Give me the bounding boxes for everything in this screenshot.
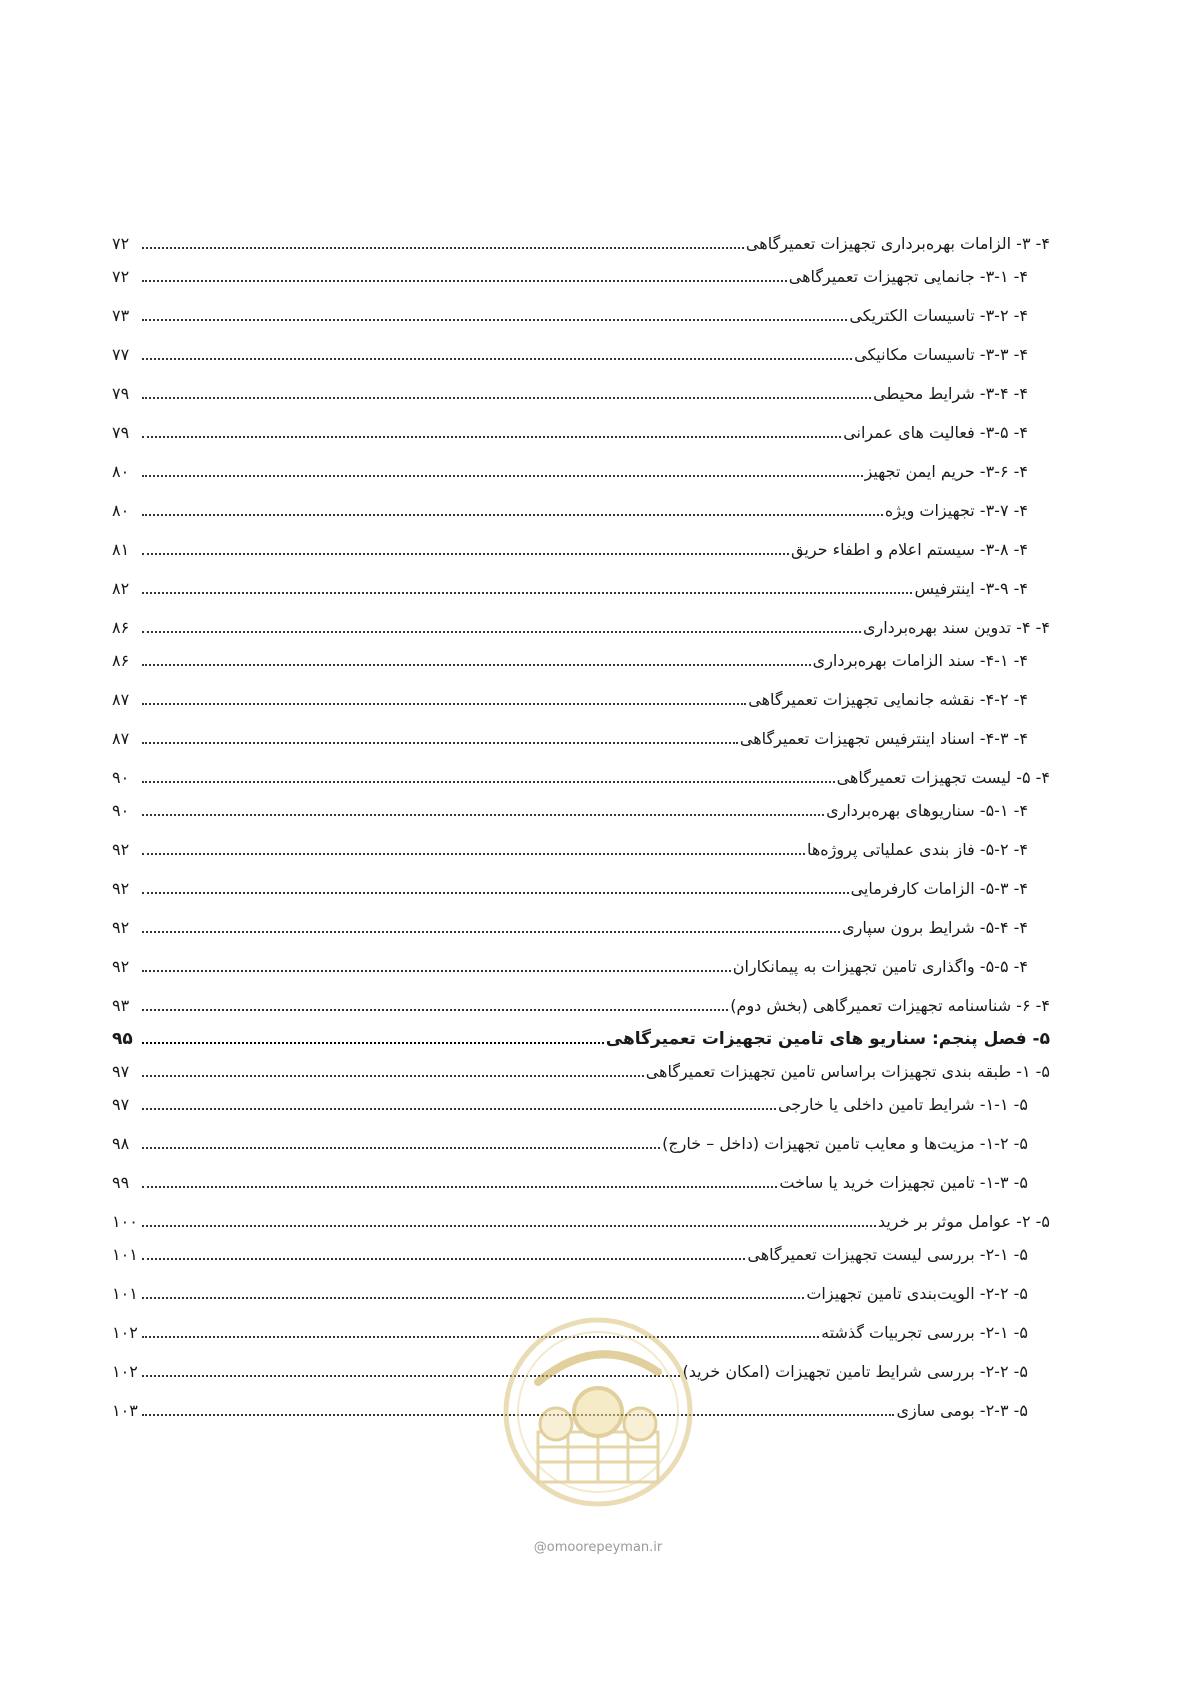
toc-entry[interactable] (112, 1130, 1050, 1158)
dot-leader (142, 969, 731, 972)
toc-entry-title: ۴- ۳-۶- حریم ایمن تجهیز (864, 462, 1028, 481)
toc-entry-title: ۴- ۳- الزامات بهره‌برداری تجهیزات تعمیرگاهی (745, 234, 1050, 253)
dot-leader (142, 474, 863, 477)
toc-entry-title: ۴- ۵-۵- واگذاری تامین تجهیزات به پیمانکاران (732, 957, 1028, 976)
toc-entry[interactable] (112, 341, 1050, 369)
dot-leader (142, 1074, 644, 1077)
dot-leader (142, 663, 811, 666)
dot-leader (142, 1257, 745, 1260)
toc-entry-page-number: ۸۲ (112, 579, 130, 598)
toc-entry-page-number: ۱۰۱ (112, 1245, 138, 1264)
toc-entry[interactable] (112, 914, 1050, 942)
toc-entry-page-number: ۹۰ (112, 801, 130, 820)
toc-entry-page-number: ۷۲ (112, 267, 130, 286)
dot-leader (142, 1146, 660, 1149)
dot-leader (142, 1335, 819, 1338)
toc-entry[interactable] (112, 1169, 1050, 1197)
toc-entry-page-number: ۱۰۱ (112, 1284, 138, 1303)
toc-entry[interactable] (112, 764, 1050, 792)
toc-entry[interactable] (112, 1091, 1050, 1119)
toc-entry[interactable] (112, 647, 1050, 675)
toc-entry-title: ۴- ۳-۱- جانمایی تجهیزات تعمیرگاهی (788, 267, 1028, 286)
dot-leader (142, 513, 883, 516)
toc-entry[interactable] (112, 1241, 1050, 1269)
toc-entry-title: ۵- ۲- عوامل موثر بر خرید (877, 1212, 1050, 1231)
toc-entry-page-number: ۷۹ (112, 384, 130, 403)
watermark-site-text (498, 1540, 698, 1555)
toc-entry-page-number: ۸۶ (112, 651, 130, 670)
dot-leader (142, 318, 847, 321)
toc-entry-page-number: ۷۳ (112, 306, 130, 325)
toc-entry-title: ۴- ۳-۳- تاسیسات مکانیکی (854, 345, 1028, 364)
toc-entry[interactable] (112, 725, 1050, 753)
toc-entry[interactable] (112, 497, 1050, 525)
toc-entry-page-number: ۹۰ (112, 768, 130, 787)
toc-entry-page-number: ۸۱ (112, 540, 130, 559)
toc-entry-title: ۵- ۲-۲- الویت‌بندی تامین تجهیزات (806, 1284, 1028, 1303)
toc-entry-page-number: ۱۰۳ (112, 1401, 138, 1420)
toc-entry-title: ۵- ۲-۳- بومی سازی (896, 1401, 1028, 1420)
toc-entry-page-number: ۹۲ (112, 879, 130, 898)
dot-leader (142, 591, 912, 594)
toc-entry-title: ۴- ۵-۱- سناریوهای بهره‌برداری (826, 801, 1028, 820)
toc-entry-title: ۵- ۲-۱- بررسی تجربیات گذشته (821, 1323, 1028, 1342)
toc-entry-title: ۴- ۴- تدوین سند بهره‌برداری (862, 618, 1050, 637)
toc-entry-page-number: ۹۷ (112, 1062, 130, 1081)
toc-entry-page-number: ۸۷ (112, 729, 130, 748)
dot-leader (142, 930, 840, 933)
toc-entry-page-number: ۹۳ (112, 996, 130, 1015)
dot-leader (142, 1008, 728, 1011)
toc-entry[interactable] (112, 1058, 1050, 1086)
toc-entry-title: ۵- ۱-۲- مزیت‌ها و معایب تامین تجهیزات (داخل – خارج) (662, 1134, 1028, 1153)
toc-entry[interactable] (112, 575, 1050, 603)
toc-entry-title: ۵- ۱-۳- تامین تجهیزات خرید یا ساخت (779, 1173, 1028, 1192)
toc-entry-page-number: ۷۲ (112, 234, 130, 253)
toc-entry-page-number: ۸۶ (112, 618, 130, 637)
toc-entry[interactable] (112, 836, 1050, 864)
toc-entry-title: ۵- ۱- طبقه بندی تجهیزات براساس تامین تجهیزات تعمیرگاهی (645, 1062, 1050, 1081)
toc-entry-title: ۴- ۳-۲- تاسیسات الکتریکی (849, 306, 1028, 325)
toc-entry-page-number: ۱۰۰ (112, 1212, 138, 1231)
toc-entry-title: ۴- ۳-۷- تجهیزات ویژه (884, 501, 1028, 520)
dot-leader (142, 552, 789, 555)
toc-entry-page-number: ۹۲ (112, 840, 130, 859)
toc-entry-page-number: ۸۷ (112, 690, 130, 709)
toc-entry[interactable] (112, 992, 1050, 1020)
dot-leader (142, 396, 871, 399)
toc-entry-page-number: ۱۰۲ (112, 1323, 138, 1342)
toc-entry[interactable] (112, 614, 1050, 642)
toc-entry[interactable] (112, 797, 1050, 825)
toc-entry[interactable] (112, 380, 1050, 408)
toc-entry-title: ۴- ۴-۳- اسناد اینترفیس تجهیزات تعمیرگاهی (739, 729, 1028, 748)
toc-entry[interactable] (112, 686, 1050, 714)
toc-entry[interactable] (112, 263, 1050, 291)
toc-entry-page-number: ۹۹ (112, 1173, 130, 1192)
toc-entry-page-number: ۷۹ (112, 423, 130, 442)
omoorepeyman-logo-watermark (498, 1312, 698, 1512)
toc-entry-title: ۴- ۳-۴- شرایط محیطی (873, 384, 1028, 403)
toc-chapter-entry[interactable] (112, 1025, 1050, 1053)
toc-entry[interactable] (112, 536, 1050, 564)
dot-leader (142, 630, 861, 633)
toc-entry[interactable] (112, 419, 1050, 447)
toc-entry-page-number: ۸۰ (112, 462, 130, 481)
toc-entry-page-number: ۹۸ (112, 1134, 130, 1153)
toc-entry[interactable] (112, 1208, 1050, 1236)
dot-leader (142, 1107, 776, 1110)
dot-leader (142, 1224, 876, 1227)
toc-entry-page-number: ۱۰۲ (112, 1362, 138, 1381)
toc-entry[interactable] (112, 875, 1050, 903)
toc-entry-page-number: ۷۷ (112, 345, 130, 364)
toc-entry-page-number: ۹۲ (112, 918, 130, 937)
dot-leader (142, 852, 805, 855)
toc-entry[interactable] (112, 458, 1050, 486)
toc-entry-title: ۴- ۳-۸- سیستم اعلام و اطفاء حریق (791, 540, 1028, 559)
toc-entry-page-number: ۹۷ (112, 1095, 130, 1114)
watermark-site: omoorepeyman.ir (546, 1540, 663, 1555)
dot-leader (142, 357, 852, 360)
toc-entry-page-number: ۸۰ (112, 501, 130, 520)
toc-entry-title: ۴- ۶- شناسنامه تجهیزات تعمیرگاهی (بخش دوم) (730, 996, 1050, 1015)
toc-entry-title: ۴- ۵- لیست تجهیزات تعمیرگاهی (836, 768, 1050, 787)
toc-entry-title: ۴- ۳-۹- اینترفیس (914, 579, 1028, 598)
toc-entry[interactable] (112, 953, 1050, 981)
toc-entry[interactable] (112, 1280, 1050, 1308)
dot-leader (142, 891, 849, 894)
toc-entry-title: ۵- ۱-۱- شرایط تامین داخلی یا خارجی (778, 1095, 1028, 1114)
toc-entry[interactable] (112, 230, 1050, 258)
dot-leader (142, 246, 744, 249)
toc-entry-title: ۴- ۵-۳- الزامات کارفرمایی (850, 879, 1028, 898)
dot-leader (142, 780, 835, 783)
toc-entry[interactable] (112, 302, 1050, 330)
dot-leader (142, 813, 824, 816)
toc-entry-title: ۵- ۲-۱- بررسی لیست تجهیزات تعمیرگاهی (747, 1245, 1028, 1264)
dot-leader (142, 279, 787, 282)
dot-leader (142, 702, 746, 705)
at-icon: @ (533, 1540, 547, 1555)
dot-leader (142, 1185, 777, 1188)
toc-entry-page-number: ۹۵ (112, 1029, 133, 1049)
toc-entry-page-number: ۹۲ (112, 957, 130, 976)
toc-entry-title: ۵- فصل پنجم: سناریو های تامین تجهیزات تعمیرگاهی (605, 1029, 1050, 1049)
toc-entry-title: ۴- ۴-۲- نقشه جانمایی تجهیزات تعمیرگاهی (748, 690, 1028, 709)
toc-entry-title: ۴- ۵-۴- شرایط برون سپاری (842, 918, 1028, 937)
toc-entry-title: ۴- ۵-۲- فاز بندی عملیاتی پروژه‌ها (806, 840, 1028, 859)
toc-entry-title: ۴- ۴-۱- سند الزامات بهره‌برداری (812, 651, 1028, 670)
dot-leader (142, 1041, 604, 1044)
dot-leader (142, 1296, 804, 1299)
toc-entry-title: ۴- ۳-۵- فعالیت های عمرانی (843, 423, 1028, 442)
dot-leader (142, 435, 841, 438)
toc-entry-title: ۵- ۲-۲- بررسی شرایط تامین تجهیزات (امکان خرید) (682, 1362, 1028, 1381)
dot-leader (142, 741, 738, 744)
